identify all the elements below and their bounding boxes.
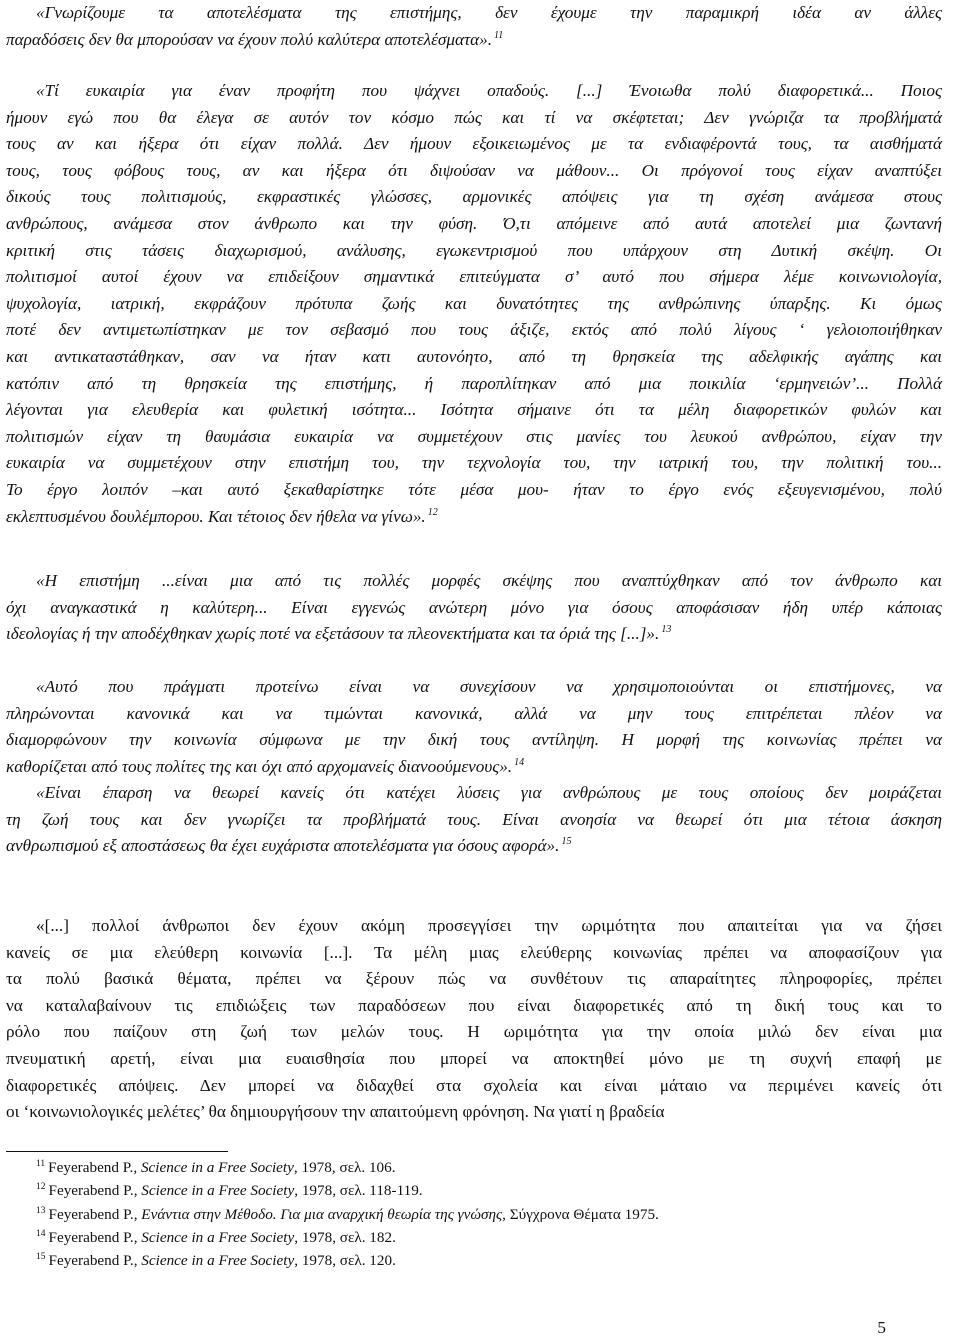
line-text: πνευματική αρετή, είναι μια ευαισθησία που μπορεί να αποκτηθεί μόνο με τη συχνή επαφή με bbox=[6, 1049, 942, 1068]
text-line bbox=[6, 317, 942, 343]
footnote-details: , Σύγχρονα Θέματα 1975. bbox=[502, 1205, 659, 1223]
line-text: και αντικαταστάθηκαν, σαν να ήταν κατι αυτονόητο, από τη θρησκεία της αδελφικής αγάπης και bbox=[6, 347, 942, 366]
line-text: «[...] πολλοί άνθρωποι δεν έχουν ακόμη προσεγγίσει την ωριμότητα που απαιτείται για να ζήσει bbox=[36, 916, 942, 935]
text-line bbox=[6, 940, 942, 966]
footnote bbox=[36, 1250, 396, 1272]
text-line bbox=[6, 27, 503, 53]
line-text: «Τί ευκαιρία για έναν προφήτη που ψάχνει οπαδούς. [...] Ένοιωθα πολύ διαφορετικά... Ποιος bbox=[36, 81, 942, 100]
line-text: «Η επιστήμη ...είναι μια από τις πολλές μορφές σκέψης που αναπτύχθηκαν από τον άνθρωπο και bbox=[36, 571, 942, 590]
footnote-author: Feyerabend P., bbox=[48, 1159, 141, 1176]
footnote bbox=[36, 1227, 396, 1249]
footnote-details: , 1978, σελ. 120. bbox=[294, 1252, 396, 1270]
footnote-number: 14 bbox=[36, 1228, 46, 1239]
footnote-ref: 12 bbox=[427, 506, 438, 518]
footnote-author: Feyerabend P., bbox=[48, 1252, 142, 1270]
line-text: πολιτισμοί αυτοί έχουν να επιδείξουν σημαντικά επιτεύγματα σ’ αυτό που σήμερα λέμε κοινωνιολογία, bbox=[6, 267, 942, 287]
footnote-number: 13 bbox=[36, 1205, 46, 1216]
footnote-title: Science in a Free Society bbox=[140, 1159, 294, 1176]
text-line bbox=[6, 424, 942, 450]
line-text: τους, τους φόβους τους, αν και ήξερα ότι διψούσαν να μάθουν... Οι πρόγονοί τους είχαν αναπτύξει bbox=[6, 160, 942, 180]
text-line bbox=[6, 105, 942, 131]
text-line bbox=[36, 568, 942, 594]
text-line bbox=[6, 701, 942, 727]
line-text: κριτική στις τάσεις διαχωρισμού, ανάλυσης, εγωκεντρισμού που υπάρχουν στη Δυτική σκέψη. Οι bbox=[6, 240, 942, 260]
line-text: ιδεολογίας ή την αποδέχθηκαν χωρίς ποτέ να εξετάσουν τα πλεονεκτήματα και τα όριά της [...]». bbox=[6, 624, 660, 644]
line-text: πληρώνονται κανονικά και να τιμώνται κανονικά, αλλά να μην τους επιτρέπεται πλέον να bbox=[6, 703, 942, 723]
line-text: καθορίζεται από τους πολίτες της και όχι από αρχομανείς διανοούμενους». bbox=[6, 756, 513, 776]
footnote-number: 15 bbox=[36, 1252, 46, 1263]
text-line bbox=[6, 966, 942, 992]
line-text: διαμορφώνουν την κοινωνία σύμφωνα με την δική τους αντίληψη. Η μορφή της κοινωνίας πρέπει να bbox=[6, 730, 942, 750]
text-line bbox=[6, 1099, 665, 1125]
text-line bbox=[6, 264, 942, 290]
footnote bbox=[36, 1180, 423, 1202]
line-text: ευκαιρία να συμμετέχουν στην επιστήμη του, την τεχνολογία του, την ιατρική του, την πολιτική του... bbox=[6, 453, 942, 473]
footnote-author: Feyerabend P., bbox=[48, 1205, 142, 1223]
text-line bbox=[6, 238, 942, 264]
footnote-separator bbox=[6, 1151, 228, 1152]
text-line bbox=[6, 131, 942, 157]
line-text: ανθρώπους, ανάμεσα στον άνθρωπο και την φύση. Ό,τι απόμεινε από αυτά αποτελεί μια ζωντανή bbox=[6, 214, 942, 233]
text-line bbox=[6, 595, 942, 621]
footnote bbox=[36, 1204, 659, 1226]
line-text: Το έργο λοιπόν –και αυτό ξεκαθαρίστηκε τότε μέσα μου- ήταν το έργο ενός εξευγενισμένου, πολύ bbox=[6, 480, 942, 499]
line-text: ψυχολογία, ιατρική, εκφράζουν πρότυπα ζωής και δυνατότητες της ανθρώπινης ύπαρξης. Κι όμως bbox=[6, 293, 942, 313]
line-text: ανθρωπισμού εξ αποστάσεως θα έχει ευχάριστα αποτελέσματα για όσους αφορά». bbox=[6, 836, 560, 856]
line-text: διαφορετικές απόψεις. Δεν μπορεί να διδαχθεί στα σχολεία και είναι μάταιο να περιμένει κανείς ότι bbox=[6, 1075, 942, 1095]
line-text: «Είναι έπαρση να θεωρεί κανείς ότι κατέχει λύσεις για ανθρώπους με τους οποίους δεν μοιράζεται bbox=[36, 783, 942, 802]
text-line bbox=[6, 1046, 942, 1072]
line-text: ρόλο που παίζουν στη ζωή των μελών τους. Η ωριμότητα για την οποία μιλώ δεν είναι μια bbox=[6, 1022, 942, 1042]
text-line bbox=[6, 727, 942, 753]
footnote-number: 12 bbox=[36, 1182, 46, 1193]
text-line bbox=[6, 807, 942, 833]
line-text: ποτέ δεν αντιμετωπίστηκαν με τον σεβασμό που τους άξιζε, εκτός από πολύ λίγους ‘ γελοιοποιήθηκαν bbox=[6, 320, 942, 340]
footnote-title: Science in a Free Society bbox=[141, 1252, 295, 1270]
text-line bbox=[36, 78, 942, 104]
footnote-title: Science in a Free Society bbox=[141, 1182, 295, 1200]
footnote-details: , 1978, σελ. 182. bbox=[294, 1228, 396, 1246]
line-text: «Αυτό που πράγματι προτείνω είναι να συνεχίσουν να χρησιμοποιούνται οι επιστήμονες, να bbox=[36, 677, 942, 696]
text-line bbox=[6, 397, 942, 423]
footnote-title: Science in a Free Society bbox=[141, 1228, 295, 1246]
footnote bbox=[36, 1157, 396, 1179]
line-text: κατόπιν από τη θρησκεία της επιστήμης, ή παροπλίτηκαν από μια ποικιλία ‘ερμηνειών’... Πολλά bbox=[6, 373, 942, 393]
text-line bbox=[6, 621, 671, 647]
text-line bbox=[6, 833, 571, 859]
text-line bbox=[6, 158, 942, 184]
page-number: 5 bbox=[877, 1318, 886, 1337]
line-text: δικούς τους πολιτισμούς, εκφραστικές γλώσσες, αρμονικές απόψεις για τη σχέση ανάμεσα στους bbox=[6, 187, 942, 207]
text-line bbox=[6, 344, 942, 370]
line-text: όχι αναγκαστικά η καλύτερη... Είναι εγγενώς ανώτερη μόνο για όσους αποφάσισαν ήδη υπέρ κάποιας bbox=[6, 597, 942, 617]
text-line bbox=[36, 0, 942, 26]
line-text: τους αν και ήξερα ότι είχαν πολλά. Δεν ήμουν εξοικειωμένος με τα ενδιαφέροντά τους, τα αισθήματά bbox=[6, 134, 942, 154]
line-text: εκλεπτυσμένου δουλέμπορου. Και τέτοιος δεν ήθελα να γίνω». bbox=[6, 506, 426, 526]
line-text: τα πολύ βασικά θέματα, πρέπει να ξέρουν πώς να συνθέτουν τις απαραίτητες πληροφορίες, πρέπει bbox=[6, 969, 942, 989]
text-line bbox=[6, 1073, 942, 1099]
text-line bbox=[6, 184, 942, 210]
text-line bbox=[6, 477, 942, 503]
line-text: λέγονται για ελευθερία και φυλετική ισότητα... Ισότητα σήμαινε ότι τα μέλη διαφορετικών φυλών και bbox=[6, 400, 942, 420]
text-line bbox=[6, 211, 942, 237]
text-line bbox=[6, 371, 942, 397]
line-text: κανείς σε μια ελεύθερη κοινωνία [...]. Τα μέλη μιας ελεύθερης κοινωνίας πρέπει να αποφασίζουν για bbox=[6, 942, 942, 962]
text-line bbox=[6, 504, 438, 530]
footnote-ref: 14 bbox=[514, 756, 525, 768]
text-line bbox=[36, 913, 942, 939]
line-text: τη ζωή τους και δεν γνωρίζει τα προβλήματά τους. Είναι ανοησία να θεωρεί ότι μια τέτοια άσκηση bbox=[6, 809, 942, 829]
footnote-ref: 11 bbox=[494, 29, 504, 41]
line-text: παραδόσεις δεν θα μπορούσαν να έχουν πολύ καλύτερα αποτελέσματα». bbox=[6, 29, 493, 49]
footnote-ref: 15 bbox=[561, 836, 572, 848]
footnote-author: Feyerabend P., bbox=[48, 1182, 142, 1200]
line-text: ήμουν εγώ που θα έλεγα σε αυτόν τον κόσμο πώς και τί να σκέφτεται; Δεν γνώριζα τα προβλήματά bbox=[6, 107, 942, 127]
footnote-details: , 1978, σελ. 106. bbox=[293, 1159, 396, 1176]
footnote-number: 11 bbox=[36, 1159, 46, 1169]
line-text: πολιτισμών είχαν τη θαυμάσια ευκαιρία να συμμετέχουν στις μανίες του λευκού ανθρώπου, είχαν την bbox=[6, 426, 942, 446]
text-line bbox=[6, 993, 942, 1019]
text-line bbox=[36, 674, 942, 700]
line-text: «Γνωρίζουμε τα αποτελέσματα της επιστήμης, δεν έχουμε την παραμικρή ιδέα αν άλλες bbox=[36, 3, 942, 22]
footnote-details: , 1978, σελ. 118-119. bbox=[294, 1182, 423, 1200]
line-text: να καταλαβαίνουν τις επιδιώξεις των παραδόσεων που είναι διαφορετικές από τη δική τους και το bbox=[6, 995, 942, 1015]
line-text: οι ‘κοινωνιολογικές μελέτες’ θα δημιουργήσουν την απαιτούμενη φρόνηση. Να γιατί η βραδεία bbox=[6, 1102, 665, 1122]
text-line bbox=[6, 450, 942, 476]
footnote-ref: 13 bbox=[661, 624, 672, 636]
text-line bbox=[6, 291, 942, 317]
text-line bbox=[6, 754, 524, 780]
text-line bbox=[6, 1019, 942, 1045]
footnote-title: Ενάντια στην Μέθοδο. Για μια αναρχική θεωρία της γνώσης bbox=[141, 1205, 503, 1223]
footnote-author: Feyerabend P., bbox=[48, 1228, 142, 1246]
text-line bbox=[36, 780, 942, 806]
